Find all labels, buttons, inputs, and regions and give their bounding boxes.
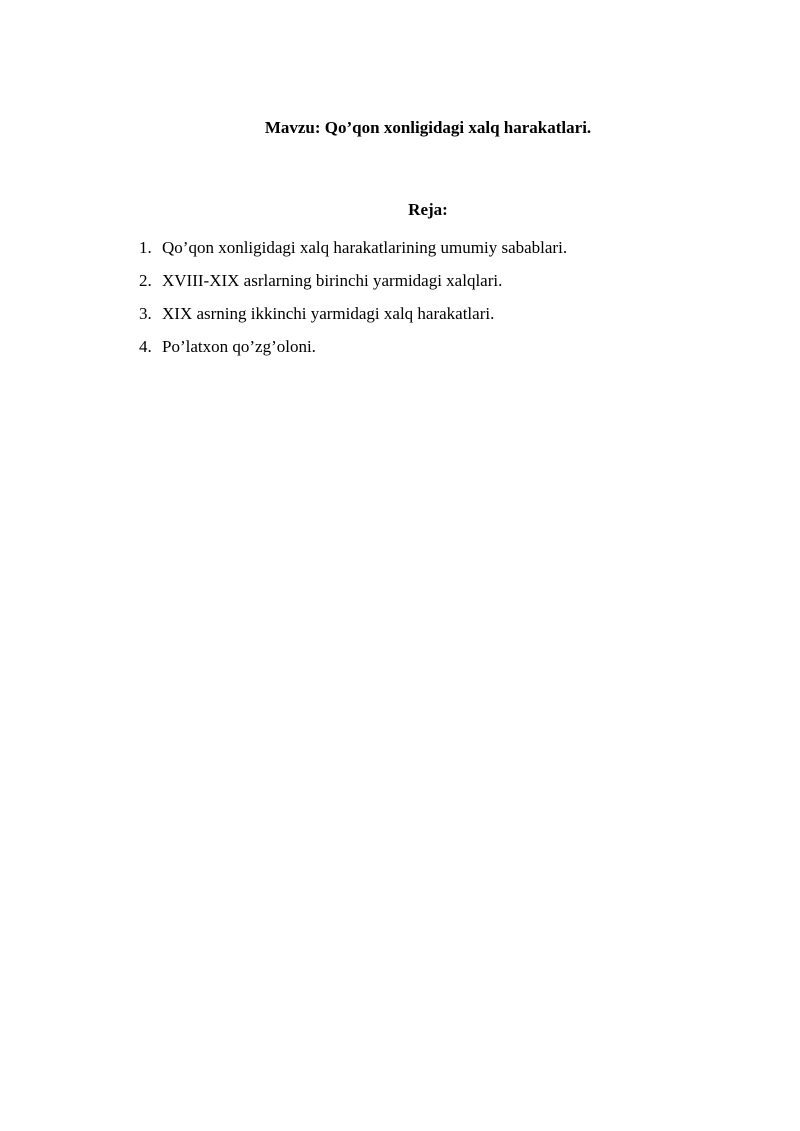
list-item-number: 3.	[139, 304, 152, 323]
list-item-text: XIX asrning ikkinchi yarmidagi xalq harakatlari.	[162, 304, 495, 323]
list-item-number: 2.	[139, 271, 152, 290]
list-item-text: Po’latxon qo’zg’oloni.	[162, 337, 316, 356]
plan-heading: Reja:	[408, 200, 448, 219]
list-item	[139, 270, 567, 303]
list-item	[139, 237, 567, 270]
list-item	[139, 336, 567, 369]
page-title: Mavzu: Qo’qon xonligidagi xalq harakatlari.	[264, 118, 592, 137]
list-item	[139, 303, 567, 336]
list-item-number: 4.	[139, 337, 152, 356]
plan-list	[139, 237, 567, 369]
list-item-number: 1.	[139, 238, 152, 257]
list-item-text: Qo’qon xonligidagi xalq harakatlarining umumiy sabablari.	[162, 238, 568, 257]
list-item-text: XVIII-XIX asrlarning birinchi yarmidagi xalqlari.	[162, 271, 503, 290]
